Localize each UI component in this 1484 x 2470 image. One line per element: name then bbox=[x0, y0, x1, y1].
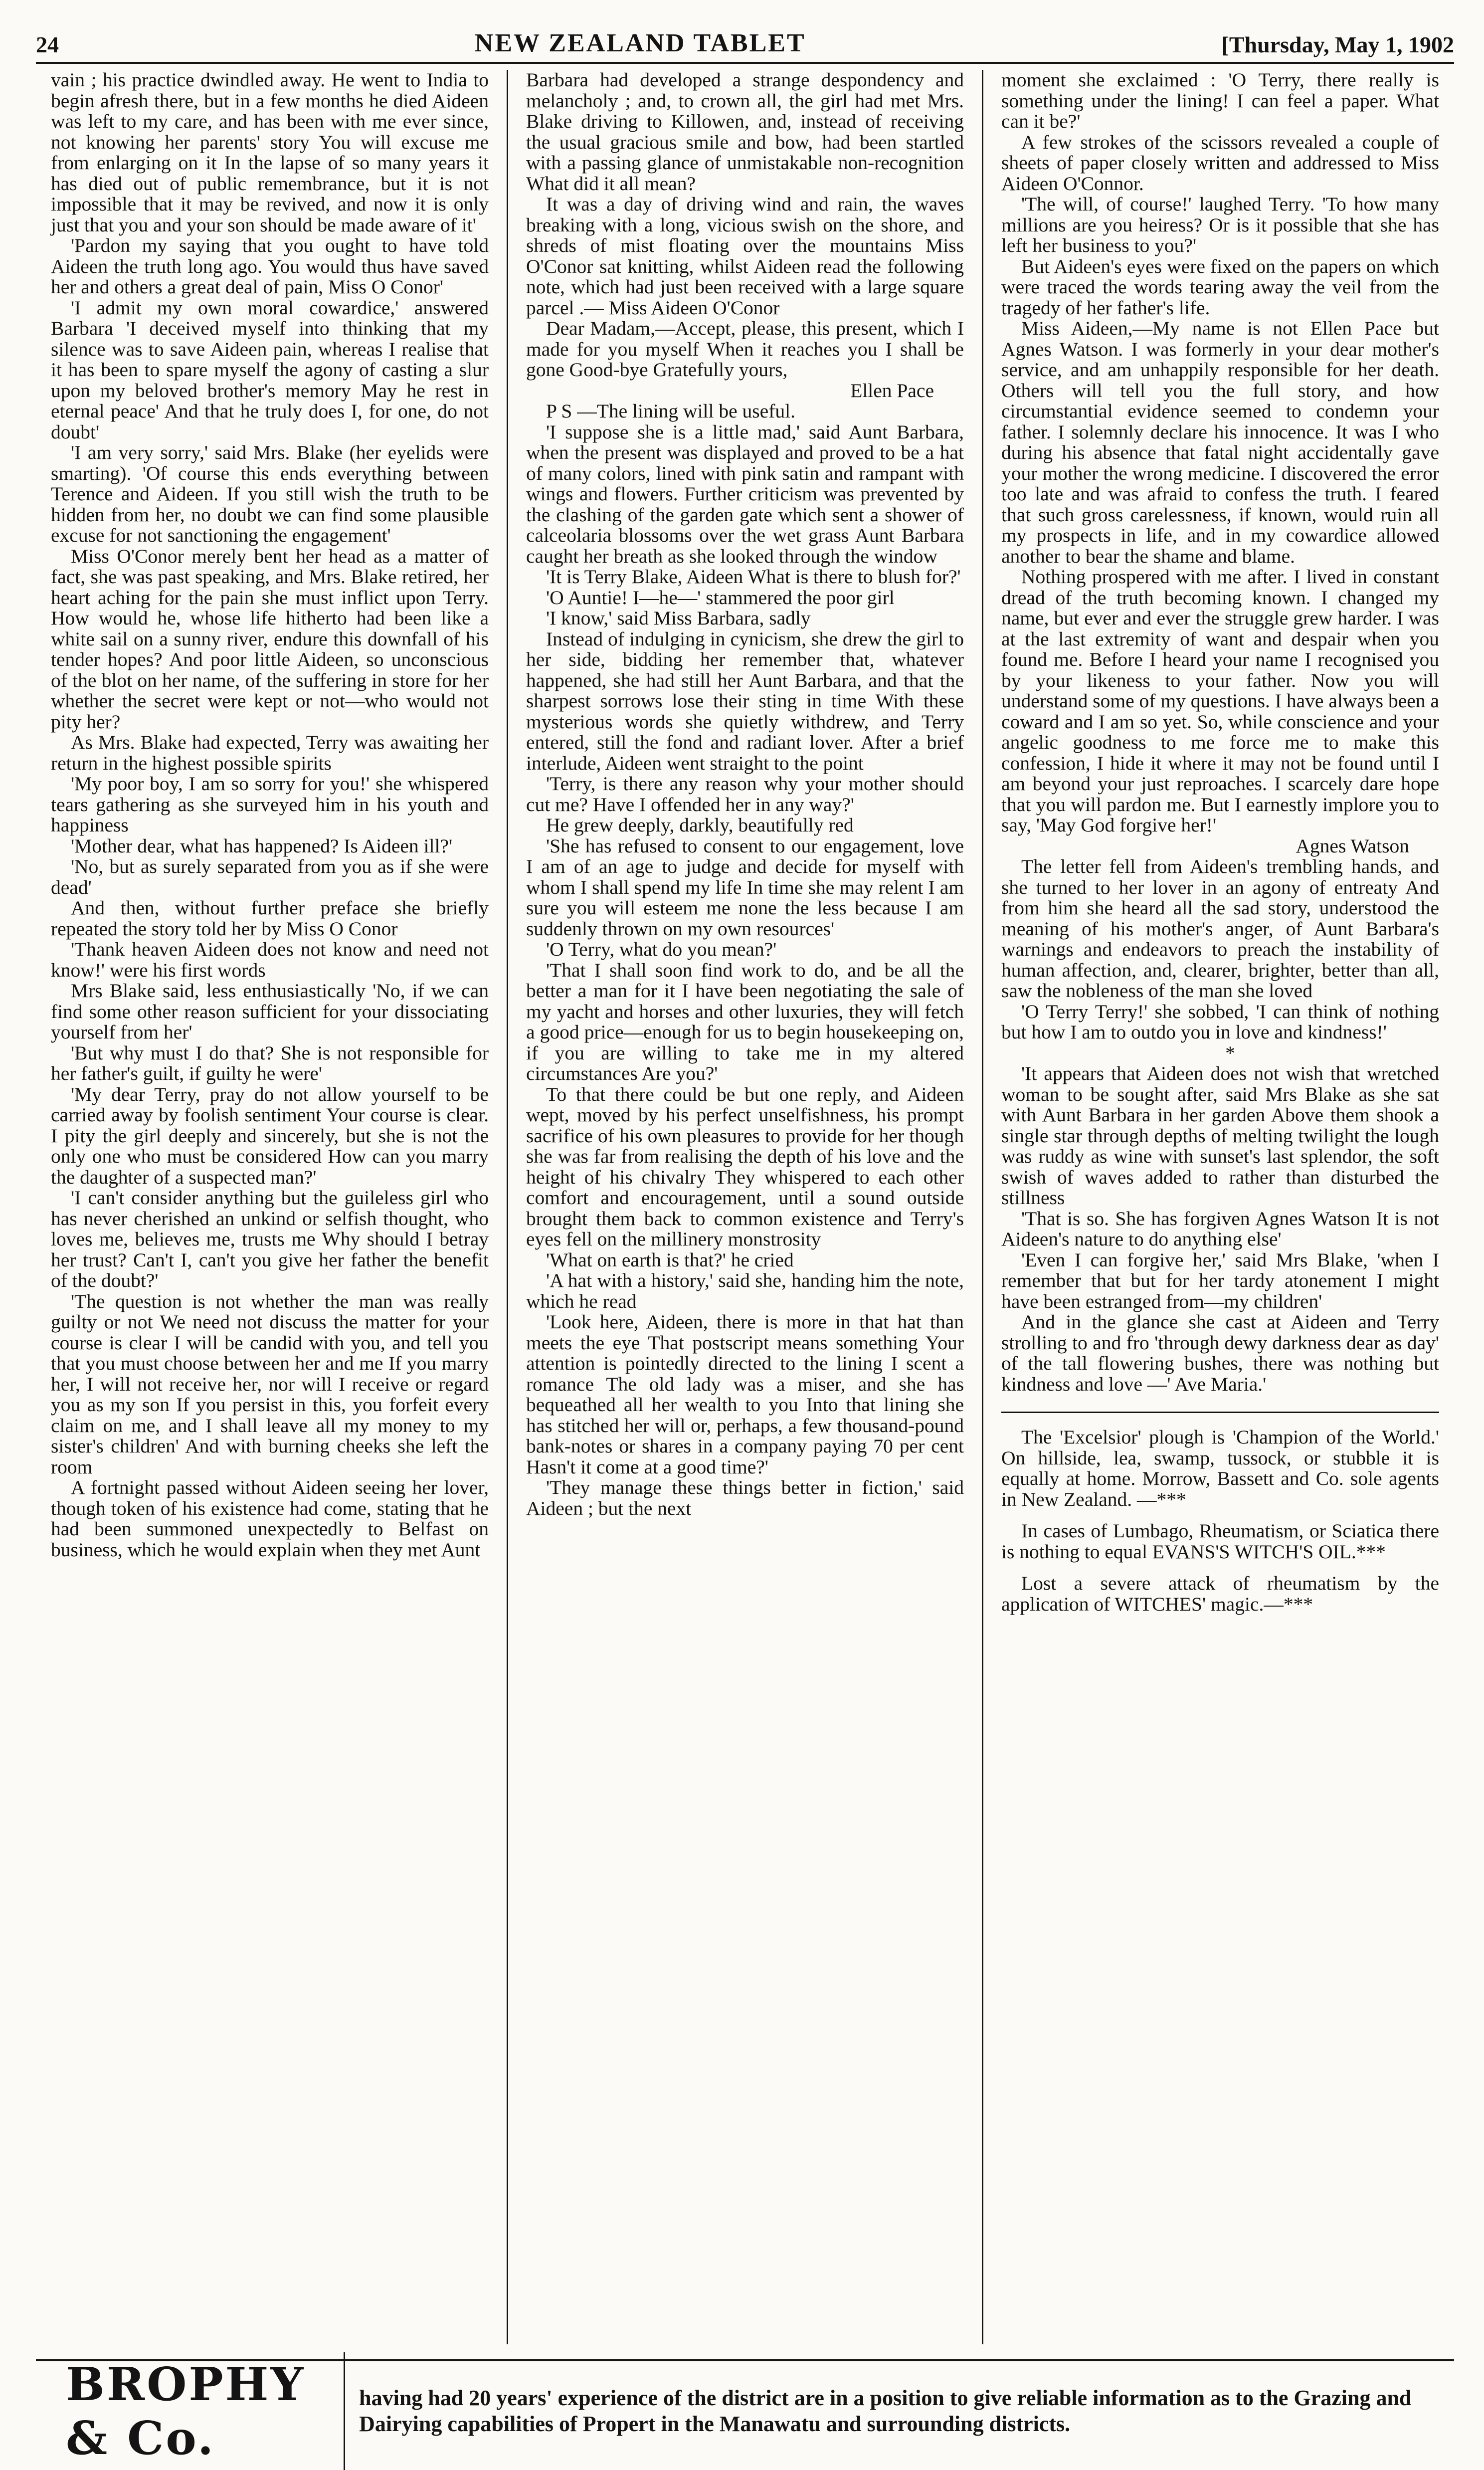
paragraph: Mrs Blake said, less enthusiastically 'No, if we can find some other reason sufficient for your dissociating yourself from her' bbox=[51, 980, 489, 1043]
paragraph: 'What on earth is that?' he cried bbox=[546, 1248, 794, 1271]
paragraph: To that there could be but one reply, and Aideen wept, moved by his perfect unselfishness, his prompt sacrifice of his own pleasures to provide for her though she was far from realising the depth of his love and the height of his chivalry They whispered to each other comfort and encouragement, until a sound outside brought them back to common existence and Terry's eyes fell on the millinery monstrosity bbox=[526, 1083, 964, 1250]
advertisement-divider bbox=[1001, 1412, 1439, 1413]
paragraph: 'O Terry Terry!' she sobbed, 'I can think of nothing but how I am to outdo you in love and kindness!' bbox=[1001, 1000, 1439, 1043]
paragraph: And in the glance she cast at Aideen and Terry strolling to and fro 'through dewy darkness dear as day' of the tall flowering bushes, there was nothing but kindness and love —' Ave Maria.' bbox=[1001, 1311, 1439, 1395]
page-header bbox=[36, 18, 1454, 64]
paragraph: As Mrs. Blake had expected, Terry was awaiting her return in the highest possible spirits bbox=[51, 731, 489, 774]
paragraph: 'The will, of course!' laughed Terry. 'To how many millions are you heiress? Or is it possible that she has left her business to you?' bbox=[1001, 193, 1439, 256]
paragraph: It was a day of driving wind and rain, the waves breaking with a long, vicious swish on the shore, and shreds of mist floating over the mountains Miss O'Conor sat knitting, whilst Aideen read the following note, which had just been received with a large square parcel .— Miss Aideen O'Conor bbox=[526, 193, 964, 319]
paragraph: 'My poor boy, I am so sorry for you!' she whispered tears gathering as she surveyed him in his youth and happiness bbox=[51, 773, 489, 836]
article-body bbox=[36, 70, 1454, 2344]
paragraph: 'Mother dear, what has happened? Is Aideen ill?' bbox=[71, 834, 453, 857]
paragraph: A fortnight passed without Aideen seeing her lover, though token of his existence had come, stating that he had been summoned unexpectedly to Belfast on business, which he would explain when they met Aunt bbox=[51, 1476, 489, 1561]
paragraph: 'Look here, Aideen, there is more in that hat than meets the eye That postscript means something Your attention is pointedly directed to the lining I scent a romance The old lady was a miser, and she has bequeathed all her wealth to you Into that lining she has stitched her will or, perhaps, a few thousand-pound bank-notes or shares in a company paying 70 per cent Hasn't it come at a good time?' bbox=[526, 1311, 964, 1478]
paragraph: 'Even I can forgive her,' said Mrs Blake, 'when I remember that but for her tardy atonement I might have been estranged from—my children' bbox=[1001, 1248, 1439, 1312]
paragraph: A few strokes of the scissors revealed a couple of sheets of paper closely written and addressed to Miss Aideen O'Connor. bbox=[1001, 131, 1439, 195]
paragraph: And then, without further preface she briefly repeated the story told her by Miss O Conor bbox=[51, 897, 489, 940]
paragraph: Nothing prospered with me after. I lived in constant dread of the truth becoming known. I changed my name, but ever and ever the struggle grew harder. I was at the last extremity of want and despair when you found me. Before I heard your name I recognised you by your likeness to your father. Now you will understand some of my questions. I have always been a coward and I am so yet. So, while conscience and your angelic goodness to me force me to make this confession, I hide it where it may not be found until I am beyond your just reproaches. I scarcely dare hope that you will pardon me. But I earnestly implore you to say, 'May God forgive her!' bbox=[1001, 566, 1439, 836]
page-number: 24 bbox=[36, 32, 59, 57]
paragraph: 'No, but as surely separated from you as if she were dead' bbox=[51, 855, 489, 898]
paragraph: 'My dear Terry, pray do not allow yourself to be carried away by foolish sentiment Your course is clear. I pity the girl deeply and sincerely, but she is not the only one who must be considered How can you marry the daughter of a suspected man?' bbox=[51, 1083, 489, 1188]
paragraph: 'Thank heaven Aideen does not know and need not know!' were his first words bbox=[51, 938, 489, 981]
paragraph: 'She has refused to consent to our engagement, love I am of an age to judge and decide for myself with whom I shall spend my life In time she may relent I am sure you will esteem me none the less because I am suddenly thrown on my own resources' bbox=[526, 834, 964, 940]
column-1 bbox=[36, 70, 504, 2344]
paragraph: Barbara had developed a strange despondency and melancholy ; and, to crown all, the girl had met Mrs. Blake driving to Killowen, and, instead of receiving the usual gracious smile and bow, had been startled with a passing glance of unmistakable non-recognition What did it all mean? bbox=[526, 70, 964, 195]
paragraph: 'Pardon my saying that you ought to have told Aideen the truth long ago. You would thus have saved her and others a great deal of pain, Miss O Conor' bbox=[51, 234, 489, 298]
paragraph: 'Terry, is there any reason why your mother should cut me? Have I offended her in any way?' bbox=[526, 773, 964, 816]
paragraph: He grew deeply, darkly, beautifully red bbox=[546, 814, 854, 836]
paragraph: 'The question is not whether the man was really guilty or not We need not discuss the matter for your course is clear I will be candid with you, and tell you that you must choose between her and me If you marry her, I will not receive her, nor will I receive or regard you as my son If you persist in this, you forfeit every claim on me, and I shall leave all my money to my sister's children' And with burning cheeks she left the room bbox=[51, 1290, 489, 1478]
paragraph: The letter fell from Aideen's trembling hands, and she turned to her lover in an agony of entreaty And from him she heard all the sad story, understood the meaning of his mother's anger, of Aunt Barbara's warnings and endeavors to preach the instability of human affection, and, clearer, brighter, better than all, saw the nobleness of the man she loved bbox=[1001, 855, 1439, 1002]
paragraph: 'O Auntie! I—he—' stammered the poor girl bbox=[546, 586, 895, 609]
paragraph: Miss Aideen,—My name is not Ellen Pace but Agnes Watson. I was formerly in your dear mother's service, and am unhappily responsible for her death. Others will tell you the full story, and how circumstantial evidence seemed to condemn your father. I solemnly declare his innocence. It was I who during his absence that fatal night accidentally gave your mother the wrong medicine. I discovered the error too late and was afraid to confess the truth. I feared that such gross carelessness, if known, would ruin all my prospects in life, and in my cowardice allowed another to bear the shame and blame. bbox=[1001, 317, 1439, 567]
paragraph: 'I suppose she is a little mad,' said Aunt Barbara, when the present was displayed and proved to be a hat of many colors, lined with pink satin and rampant with wings and flowers. Further criticism was prevented by the clashing of the garden gate which sent a shower of calceolaria blossoms over the wet grass Aunt Barbara caught her breath as she looked through the window bbox=[526, 420, 964, 567]
paragraph: 'It appears that Aideen does not wish that wretched woman to be sought after, said Mrs Blake as she sat with Aunt Barbara in her garden Above them shook a single star through depths of melting twilight the lough was ruddy as wine with sunset's last splendor, the soft swish of waves added to rather than disturbed the stillness bbox=[1001, 1062, 1439, 1209]
column-divider bbox=[507, 70, 508, 2344]
paragraph: P S —The lining will be useful. bbox=[546, 400, 795, 422]
letter-signature: Agnes Watson bbox=[1296, 834, 1409, 857]
classified-advertisement: In cases of Lumbago, Rheumatism, or Sciatica there is nothing to equal EVANS'S WITCH'S OIL.*** bbox=[1001, 1520, 1439, 1563]
advertiser-name: BROPHY & Co. bbox=[36, 2352, 345, 2470]
paragraph: 'O Terry, what do you mean?' bbox=[546, 938, 777, 960]
paragraph: 'I know,' said Miss Barbara, sadly bbox=[546, 607, 811, 629]
classified-advertisement: The 'Excelsior' plough is 'Champion of the World.' On hillside, lea, swamp, tussock, or stubble it is equally at home. Morrow, Bassett and Co. sole agents in New Zealand. —*** bbox=[1001, 1426, 1439, 1510]
paragraph: 'I can't consider anything but the guileless girl who has never cherished an unkind or selfish thought, who loves me, believes me, trusts me Why should I betray her trust? Can't I, can't you give her father the benefit of the doubt?' bbox=[51, 1187, 489, 1291]
paragraph: 'It is Terry Blake, Aideen What is there to blush for?' bbox=[546, 566, 961, 588]
paragraph: 'That I shall soon find work to do, and be all the better a man for it I have been negotiating the sale of my yacht and horses and other luxuries, they will fetch a good price—enough for us to begin housekeeping on, if you are willing to take me in my altered circumstances Are you?' bbox=[526, 959, 964, 1084]
paragraph: moment she exclaimed : 'O Terry, there really is something under the lining! I can feel a paper. What can it be?' bbox=[1001, 70, 1439, 132]
advertisement-footer bbox=[36, 2357, 1454, 2465]
issue-date: [Thursday, May 1, 1902 bbox=[1221, 32, 1454, 57]
paragraph: 'I am very sorry,' said Mrs. Blake (her eyelids were smarting). 'Of course this ends everything between Terence and Aideen. If you still wish the truth to be hidden from her, no doubt we can find some plausible excuse for not sanctioning the engagement' bbox=[51, 441, 489, 546]
column-divider bbox=[982, 70, 983, 2344]
paragraph: 'I admit my own moral cowardice,' answered Barbara 'I deceived myself into thinking that my silence was to save Aideen pain, whereas I realise that it has been to spare myself the agony of casting a slur upon my beloved brother's memory May he rest in eternal peace' And that he truly does I, for one, do not doubt' bbox=[51, 296, 489, 443]
paragraph: 'They manage these things better in fiction,' said Aideen ; but the next bbox=[526, 1476, 964, 1519]
paragraph: Instead of indulging in cynicism, she drew the girl to her side, bidding her remember that, whatever happened, she had still her Aunt Barbara, and that the sharpest sorrows lose their sting in time With these mysterious words she quietly withdrew, and Terry entered, still the fond and radiant lover. After a brief interlude, Aideen went straight to the point bbox=[526, 627, 964, 774]
paragraph: Dear Madam,—Accept, please, this present, which I made for you myself When it reaches you I shall be gone Good-bye Gratefully yours, bbox=[526, 317, 964, 381]
paragraph: vain ; his practice dwindled away. He went to India to begin afresh there, but in a few months he died Aideen was left to my care, and has been with me ever since, not knowing her parents' story You will excuse me from enlarging on it In the lapse of so many years it has died out of public remembrance, but it is not impossible that it may be revived, and now it is only just that you and your son should be made aware of it' bbox=[51, 70, 489, 236]
paragraph: 'A hat with a history,' said she, handing him the note, which he read bbox=[526, 1269, 964, 1312]
letter-signature: Ellen Pace bbox=[850, 379, 934, 402]
paper-title: NEW ZEALAND TABLET bbox=[474, 29, 806, 57]
paragraph: But Aideen's eyes were fixed on the papers on which were traced the words tearing away the veil from the tragedy of her father's life. bbox=[1001, 255, 1439, 319]
paragraph: 'But why must I do that? She is not responsible for her father's guilt, if guilty he were' bbox=[51, 1041, 489, 1084]
paragraph: 'That is so. She has forgiven Agnes Watson It is not Aideen's nature to do anything else' bbox=[1001, 1207, 1439, 1250]
column-3 bbox=[986, 70, 1454, 2344]
classified-advertisement: Lost a severe attack of rheumatism by the application of WITCHES' magic.—*** bbox=[1001, 1572, 1439, 1615]
section-break-star: * bbox=[1225, 1041, 1235, 1064]
advertisement-text: having had 20 years' experience of the district are in a position to give reliable information as to the Grazing and Dairying capabilities of Propert in the Manawatu and surrounding districts. bbox=[359, 2386, 1412, 2436]
column-2 bbox=[511, 70, 979, 2344]
paragraph: Miss O'Conor merely bent her head as a matter of fact, she was past speaking, and Mrs. Blake retired, her heart aching for the pain she must inflict upon Terry. How would he, whose life hitherto had been like a white sail on a sunny river, endure this downfall of his tender hopes? And poor little Aideen, so unconscious of the blot on her name, of the suffering in store for her whether the secret were kept or not—who would not pity her? bbox=[51, 545, 489, 733]
